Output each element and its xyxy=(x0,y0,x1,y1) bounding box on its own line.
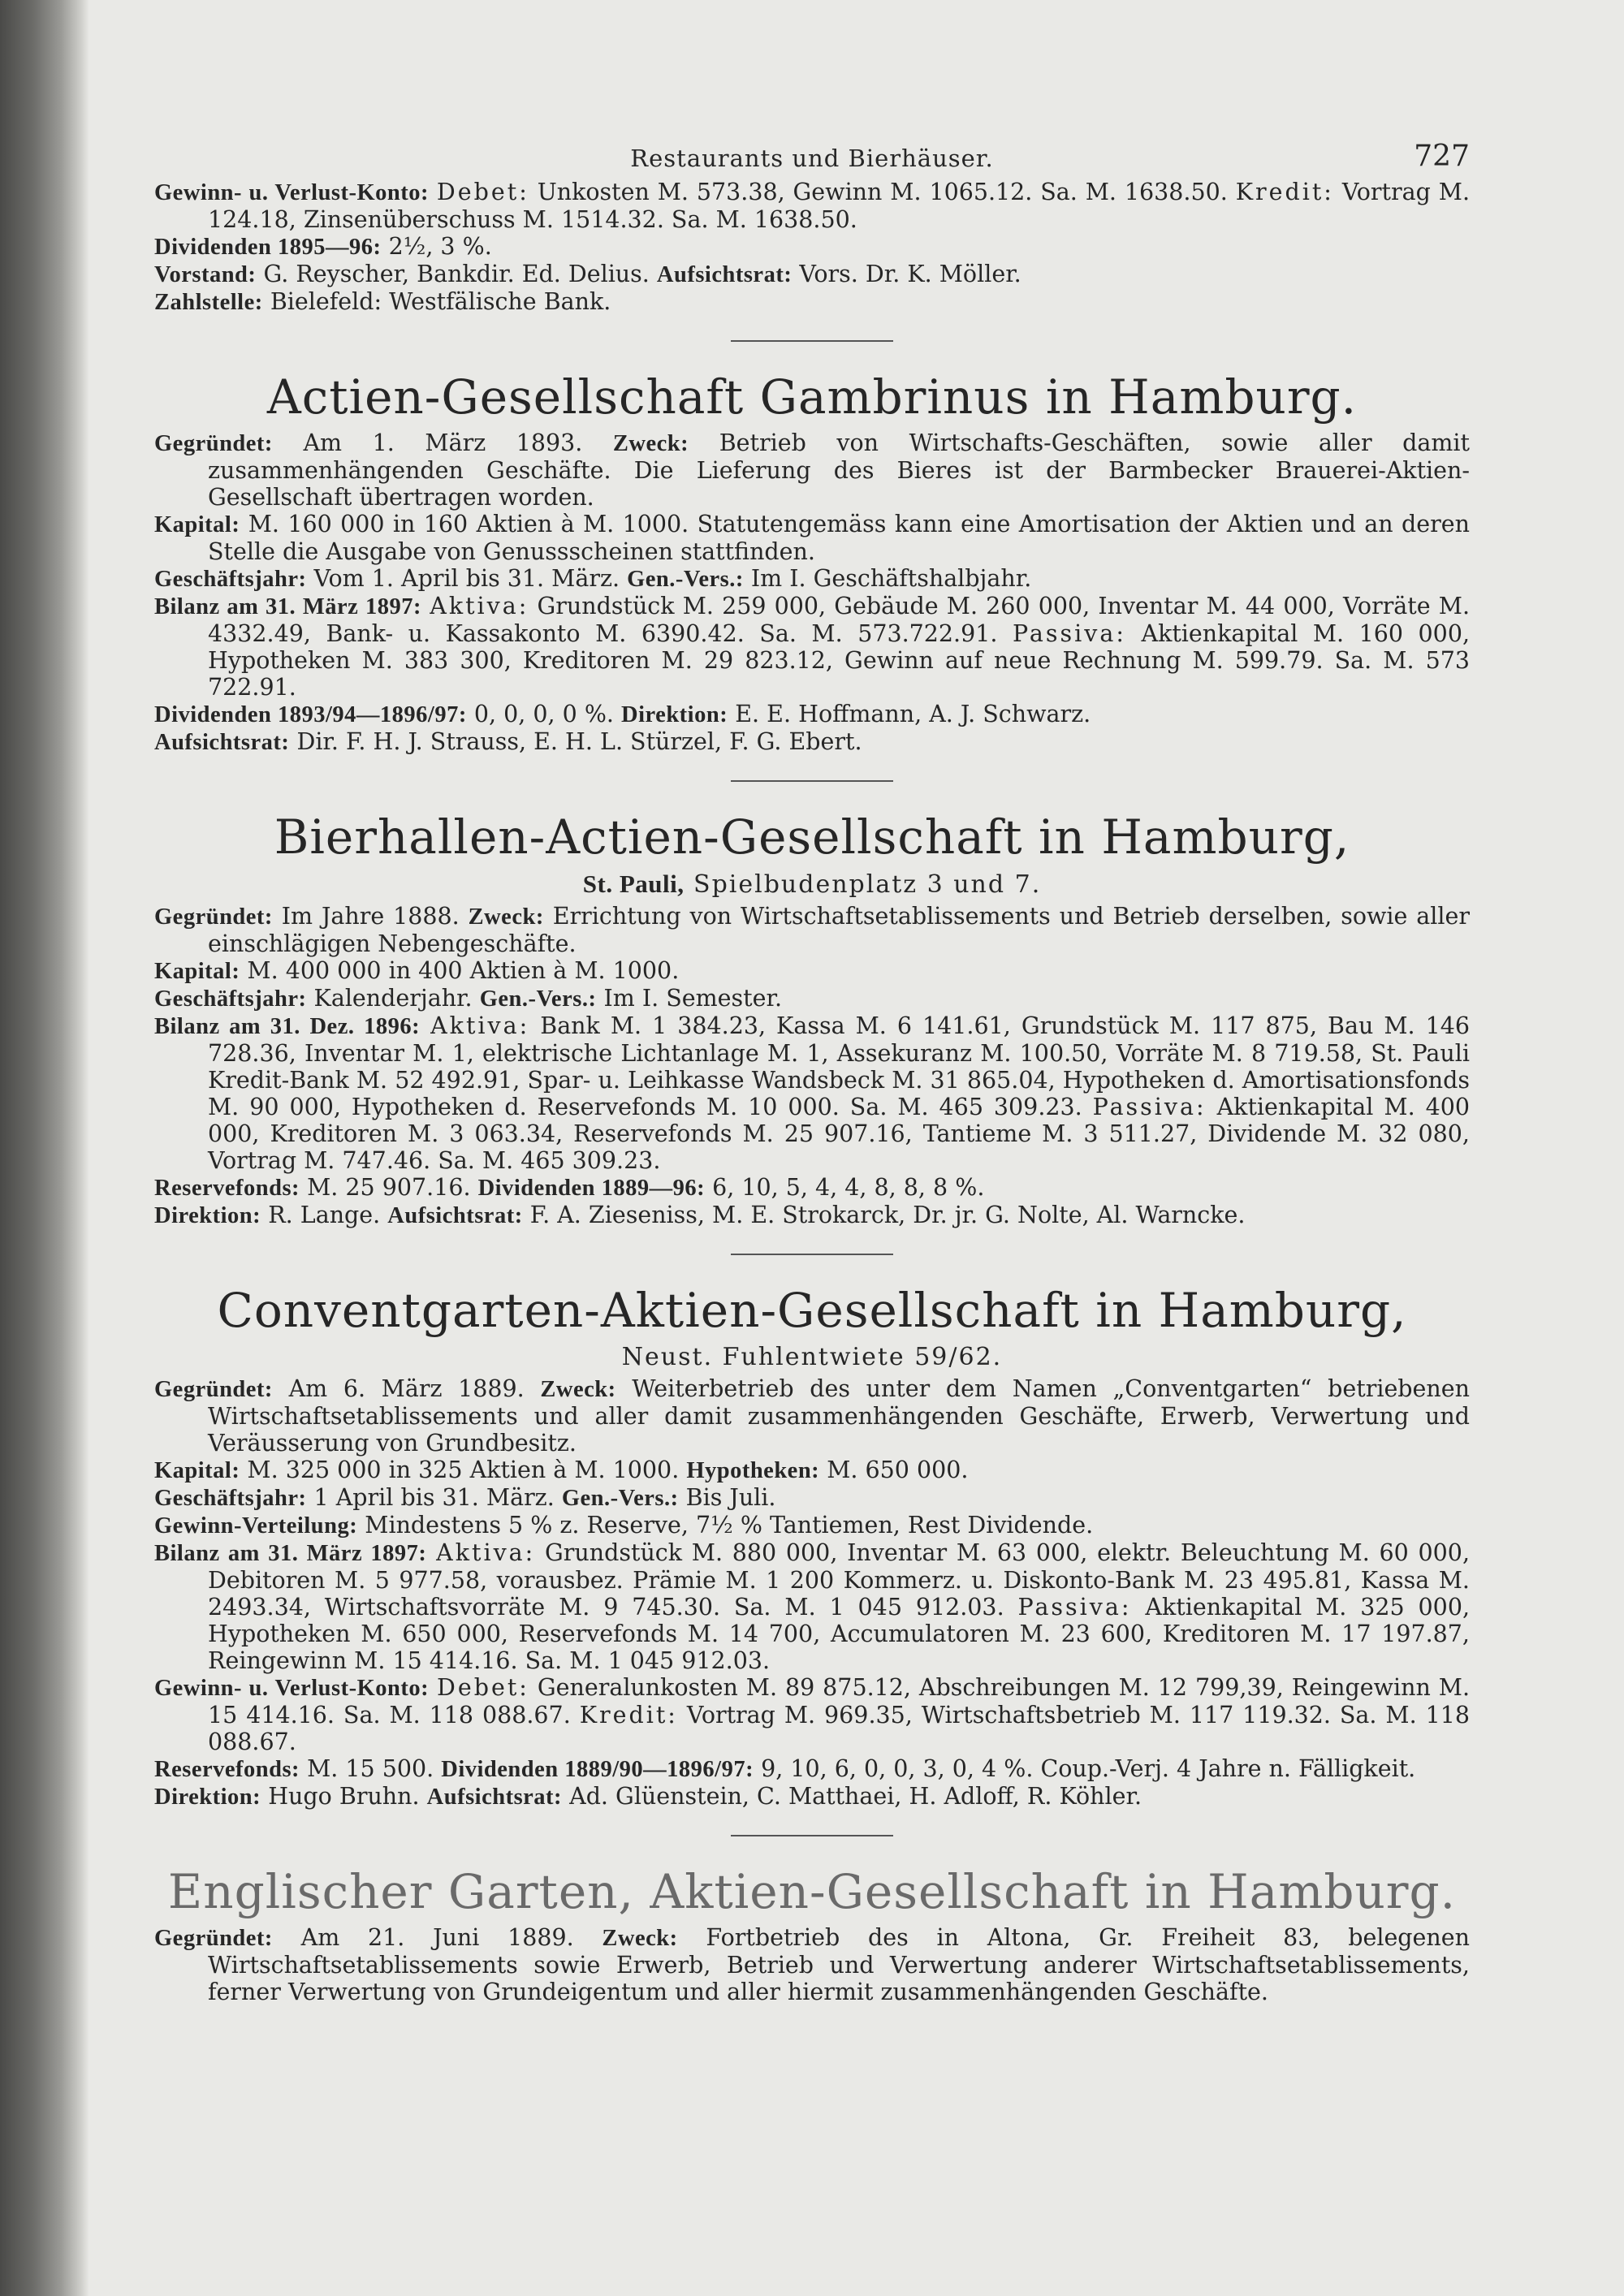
label: Direktion: xyxy=(154,1785,261,1810)
entry-gegruendet xyxy=(154,429,1470,511)
text: Am 21. Juni 1889. xyxy=(300,1924,574,1951)
text: 1 April bis 31. März. xyxy=(313,1484,555,1511)
text: 9, 10, 6, 0, 0, 3, 0, 4 %. Coup.-Verj. 4 Jahre n. Fälligkeit. xyxy=(761,1755,1416,1782)
text: M. 160 000 in 160 Aktien à M. 1000. Statutengemäss kann eine Amortisation der Aktien und an deren Stelle die Ausgabe von Genussscheinen stattfinden. xyxy=(208,511,1470,565)
text: M. 325 000 in 325 Aktien à M. 1000. xyxy=(247,1457,680,1483)
text: R. Lange. xyxy=(268,1202,381,1228)
text: Aktienkapital M. 400 000, Kreditoren M. 3 063.34, Reservefonds M. 25 907.16, Tantieme M. 3 511.27, Dividende M. 32 080, Vortrag M. 747.46. Sa. M. 465 309.23. xyxy=(208,1094,1470,1174)
text: Ad. Glüenstein, C. Matthaei, H. Adloff, R. Köhler. xyxy=(569,1783,1142,1810)
label: Kapital: xyxy=(154,1458,240,1483)
entry-reservefonds xyxy=(154,1755,1470,1783)
text: Am 6. März 1889. xyxy=(288,1375,525,1402)
entry-dividenden xyxy=(154,701,1470,728)
section-divider xyxy=(731,1254,893,1255)
entry-direktion xyxy=(154,1783,1470,1810)
label: Zweck: xyxy=(468,904,544,930)
label: Gegründet: xyxy=(154,1926,273,1951)
label: Aufsichtsrat: xyxy=(154,730,290,755)
section-divider xyxy=(731,1835,893,1836)
label: Bilanz am 31. Dez. 1896: xyxy=(154,1014,421,1039)
text: F. A. Zieseniss, M. E. Strokarck, Dr. jr. G. Nolte, Al. Warncke. xyxy=(529,1202,1246,1228)
label: Gegründet: xyxy=(154,1377,273,1402)
label: Aktiva: xyxy=(430,1012,530,1039)
label: Kapital: xyxy=(154,959,240,984)
label: Vorstand: xyxy=(154,262,257,287)
label: Direktion: xyxy=(621,702,728,727)
preamble-vorstand xyxy=(154,261,1470,288)
section-divider xyxy=(731,780,893,782)
label: Geschäftsjahr: xyxy=(154,1486,307,1511)
text: Grundstück M. 259 000, Gebäude M. 260 000, Inventar M. 44 000, Vorräte M. 4332.49, Bank- u. Kassakonto M. 6390.42. Sa. M. 573.722.91. xyxy=(208,593,1470,647)
label: Gen.-Vers.: xyxy=(627,567,744,592)
text: Dir. F. H. J. Strauss, E. H. L. Stürzel, F. G. Ebert. xyxy=(296,728,862,755)
label: Dividenden 1889/90—1896/97: xyxy=(441,1757,754,1782)
text: Im I. Semester. xyxy=(603,985,783,1012)
preamble-dividenden xyxy=(154,233,1470,261)
label: Reservefonds: xyxy=(154,1176,300,1201)
label: Passiva: xyxy=(1017,1594,1132,1621)
label: Aktiva: xyxy=(436,1539,536,1566)
text: Unkosten M. 573.38, Gewinn M. 1065.12. Sa. M. 1638.50. xyxy=(537,179,1228,205)
text: Fortbetrieb des in Altona, Gr. Freiheit 83, belegenen Wirtschaftsetablissements sowie Erwerb, Betrieb und Verwertung anderer Wirtschaftsetablissements, ferner Verwertung von Grundeigentum und aller hiermit zusammenhängenden Geschäfte. xyxy=(208,1924,1470,2005)
text: Bielefeld: Westfälische Bank. xyxy=(270,288,611,315)
label: Aufsichtsrat: xyxy=(387,1203,523,1228)
entry-bilanz xyxy=(154,1012,1470,1174)
label: Gen.-Vers.: xyxy=(561,1486,679,1511)
entry-bilanz xyxy=(154,593,1470,701)
text: Vortrag M. 969.35, Wirtschaftsbetrieb M. 117 119.32. Sa. M. 118 088.67. xyxy=(208,1702,1470,1755)
entry-bierhallen xyxy=(154,809,1470,1229)
page xyxy=(154,122,1470,2273)
text: Im I. Geschäftshalbjahr. xyxy=(750,565,1032,592)
label: Gen.-Vers.: xyxy=(479,986,597,1012)
text: Weiterbetrieb des unter dem Namen „Conventgarten“ betriebenen Wirtschaftsetablissements und aller damit zusammenhängenden Geschäfte, Erwerb, Verwertung und Veräusserung von Grundbesitz. xyxy=(208,1375,1470,1457)
text: G. Reyscher, Bankdir. Ed. Delius. xyxy=(263,261,650,287)
label: Dividenden 1893/94—1896/97: xyxy=(154,702,467,727)
preamble-gewinn-verlust xyxy=(154,179,1470,233)
label: Gewinn-Verteilung: xyxy=(154,1513,358,1539)
text: Generalunkosten M. 89 875.12, Abschreibungen M. 12 799,39, Reingewinn M. 15 414.16. Sa. M. 118 088.67. xyxy=(208,1674,1470,1728)
label: Direktion: xyxy=(154,1203,261,1228)
text: Aktienkapital M. 325 000, Hypotheken M. 650 000, Reservefonds M. 14 700, Accumulatoren M. 23 600, Kreditoren M. 17 197.87, Reingewinn M. 15 414.16. Sa. M. 1 045 912.03. xyxy=(208,1594,1470,1674)
entry-aufsichtsrat xyxy=(154,728,1470,756)
entry-address xyxy=(154,1343,1470,1372)
label: Zweck: xyxy=(602,1926,678,1951)
text: Kalenderjahr. xyxy=(313,985,473,1012)
text: M. 650 000. xyxy=(827,1457,969,1483)
label: Bilanz am 31. März 1897: xyxy=(154,1541,427,1566)
entry-title: Conventgarten-Aktien-Gesellschaft in Hamburg, xyxy=(217,1283,1407,1338)
text: Errichtung von Wirtschaftsetablissements und Betrieb derselben, sowie aller einschlägigen Nebengeschäfte. xyxy=(208,903,1470,957)
label: Gewinn- u. Verlust-Konto: xyxy=(154,1676,430,1701)
label: Debet: xyxy=(437,1674,529,1701)
text: Aktienkapital M. 160 000, Hypotheken M. 383 300, Kreditoren M. 29 823.12, Gewinn auf neue Rechnung M. 599.79. Sa. M. 573 722.91. xyxy=(208,620,1470,701)
text: Mindestens 5 % z. Reserve, 7½ % Tantiemen, Rest Dividende. xyxy=(365,1512,1094,1539)
label: Passiva: xyxy=(1012,620,1126,647)
entry-conventgarten xyxy=(154,1283,1470,1810)
entry-englischer-garten xyxy=(154,1864,1470,2005)
label: Gegründet: xyxy=(154,431,273,456)
label: Dividenden 1895—96: xyxy=(154,235,382,260)
text: M. 400 000 in 400 Aktien à M. 1000. xyxy=(247,957,680,984)
label: Aktiva: xyxy=(430,593,529,619)
text: Vom 1. April bis 31. März. xyxy=(313,565,620,592)
entry-gewinn-verteilung xyxy=(154,1512,1470,1539)
entry-reservefonds xyxy=(154,1174,1470,1202)
text: Am 1. März 1893. xyxy=(303,429,583,456)
entry-gegruendet xyxy=(154,903,1470,957)
text: 0, 0, 0, 0 %. xyxy=(473,701,614,727)
entry-address xyxy=(154,870,1470,900)
entry-gambrinus xyxy=(154,369,1470,756)
text: 2½, 3 %. xyxy=(388,233,492,260)
label: Reservefonds: xyxy=(154,1757,300,1782)
label: Geschäftsjahr: xyxy=(154,986,307,1012)
label: Kredit: xyxy=(1235,179,1334,205)
label: Zahlstelle: xyxy=(154,290,263,315)
text: Hugo Bruhn. xyxy=(268,1783,420,1810)
entry-kapital xyxy=(154,957,1470,985)
text: Bank M. 1 384.23, Kassa M. 6 141.61, Grundstück M. 117 875, Bau M. 146 728.36, Inventar M. 1, elektrische Lichtanlage M. 1, Assekuranz M. 100.50, Vorräte M. 8 719.58, St. Pauli Kredit-Bank M. 52 492.91, Spar- u. Leihkasse Wandsbeck M. 31 865.04, Hypotheken d. Amortisationsfonds M. 90 000, Hypotheken d. Reservefonds M. 10 000. Sa. M. 465 309.23. xyxy=(208,1012,1470,1120)
entry-title: Bierhallen-Actien-Gesellschaft in Hamburg, xyxy=(274,809,1350,865)
entry-geschaeftsjahr xyxy=(154,985,1470,1012)
text: Bis Juli. xyxy=(685,1484,776,1511)
label: Gewinn- u. Verlust-Konto: xyxy=(154,180,430,205)
label: Kredit: xyxy=(579,1702,678,1728)
text: Betrieb von Wirtschafts-Geschäften, sowie aller damit zusammenhängenden Geschäfte. Die Lieferung des Bieres ist der Barmbecker Brauerei-Aktien-Gesellschaft übertragen worden. xyxy=(208,429,1470,511)
entry-bilanz xyxy=(154,1539,1470,1674)
entry-gegruendet xyxy=(154,1924,1470,2005)
text: M. 25 907.16. xyxy=(307,1174,471,1201)
entry-geschaeftsjahr xyxy=(154,1484,1470,1512)
text: 6, 10, 5, 4, 4, 8, 8, 8 %. xyxy=(712,1174,985,1201)
section-divider xyxy=(731,340,893,342)
text: Spielbudenplatz 3 und 7. xyxy=(693,870,1042,899)
text: Neust. Fuhlentwiete 59/62. xyxy=(621,1343,1003,1371)
label: Bilanz am 31. März 1897: xyxy=(154,594,422,619)
entry-title: Actien-Gesellschaft Gambrinus in Hamburg. xyxy=(266,369,1358,425)
page-number: 727 xyxy=(1414,140,1470,173)
label: Zweck: xyxy=(612,431,689,456)
entry-kapital xyxy=(154,511,1470,565)
label: Dividenden 1889—96: xyxy=(477,1176,706,1201)
book-spine-shadow xyxy=(0,0,89,2296)
preamble-zahlstelle xyxy=(154,288,1470,316)
label: Passiva: xyxy=(1092,1094,1207,1120)
label: Aufsichtsrat: xyxy=(426,1785,563,1810)
label: Debet: xyxy=(436,179,529,205)
text: M. 15 500. xyxy=(307,1755,434,1782)
label: Geschäftsjahr: xyxy=(154,567,307,592)
preamble-section xyxy=(154,179,1470,316)
text: E. E. Hoffmann, A. J. Schwarz. xyxy=(735,701,1091,727)
label: Gegründet: xyxy=(154,904,273,930)
text: Im Jahre 1888. xyxy=(281,903,460,930)
entry-geschaeftsjahr xyxy=(154,565,1470,593)
entry-kapital xyxy=(154,1457,1470,1484)
label: St. Pauli, xyxy=(582,870,685,898)
page-header xyxy=(154,122,1470,179)
label: Hypotheken: xyxy=(686,1458,820,1483)
label: Zweck: xyxy=(540,1377,616,1402)
entry-gewinn-verlust xyxy=(154,1674,1470,1755)
text: Vortrag M. 124.18, Zinsenüberschuss M. 1514.32. Sa. M. 1638.50. xyxy=(208,179,1470,233)
text: Grundstück M. 880 000, Inventar M. 63 000, elektr. Beleuchtung M. 60 000, Debitoren M. 5 977.58, vorausbez. Prämie M. 1 200 Kommerz. u. Diskonto-Bank M. 23 495.81, Kassa M. 2493.34, Wirtschaftsvorräte M. 9 745.30. Sa. M. 1 045 912.03. xyxy=(208,1539,1470,1621)
label: Aufsichtsrat: xyxy=(656,262,793,287)
text: Vors. Dr. K. Möller. xyxy=(799,261,1021,287)
entry-title: Englischer Garten, Aktien-Gesellschaft in Hamburg. xyxy=(167,1864,1457,1919)
running-title: Restaurants und Bierhäuser. xyxy=(630,145,994,172)
entry-gegruendet xyxy=(154,1375,1470,1457)
entry-direktion xyxy=(154,1202,1470,1229)
label: Kapital: xyxy=(154,512,240,537)
